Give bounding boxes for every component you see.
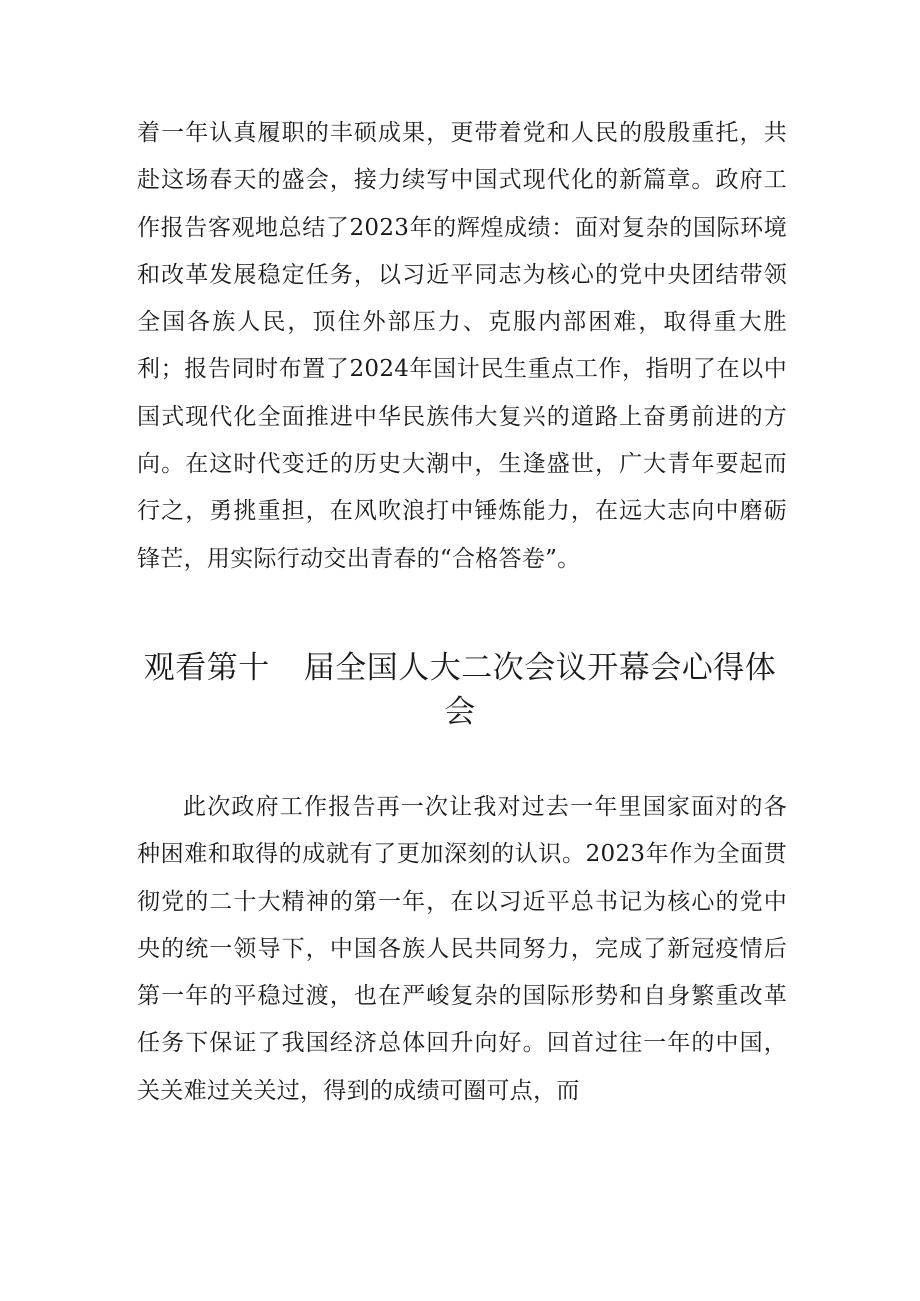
section-heading: [140, 646, 780, 734]
paragraph-continued: 着一年认真履职的丰硕成果，更带着党和人民的殷殷重托，共赴这场春天的盛会，接力续写中国式现代化的新篇章。政府工作报告客观地总结了2023年的辉煌成绩：面对复杂的国际环境和改革发展稳定任务，以习近平同志为核心的党中央团结带领全国各族人民，顶住外部压力、克服内部困难，取得重大胜利；报告同时布置了2024年国计民生重点工作，指明了在以中国式现代化全面推进中华民族伟大复兴的道路上奋勇前进的方向。在这时代变迁的历史大潮中，生逢盛世，广大青年要起而行之，勇挑重担，在风吹浪打中锤炼能力，在远大志向中磨砺锋芒，用实际行动交出青春的“合格答卷”。: [137, 120, 787, 572]
heading-part-2: 届全国人大二次会议开幕会心得体会: [303, 650, 777, 730]
paragraph-body: 此次政府工作报告再一次让我对过去一年里国家面对的各种困难和取得的成就有了更加深刻的认识。2023年作为全面贯彻党的二十大精神的第一年，在以习近平总书记为核心的党中央的统一领导下，中国各族人民共同努力，完成了新冠疫情后第一年的平稳过渡，也在严峻复杂的国际形势和自身繁重改革任务下保证了我国经济总体回升向好。回首过往一年的中国，关关难过关关过，得到的成绩可圈可点，而: [137, 794, 787, 1104]
heading-part-1: 观看第十: [143, 650, 270, 686]
